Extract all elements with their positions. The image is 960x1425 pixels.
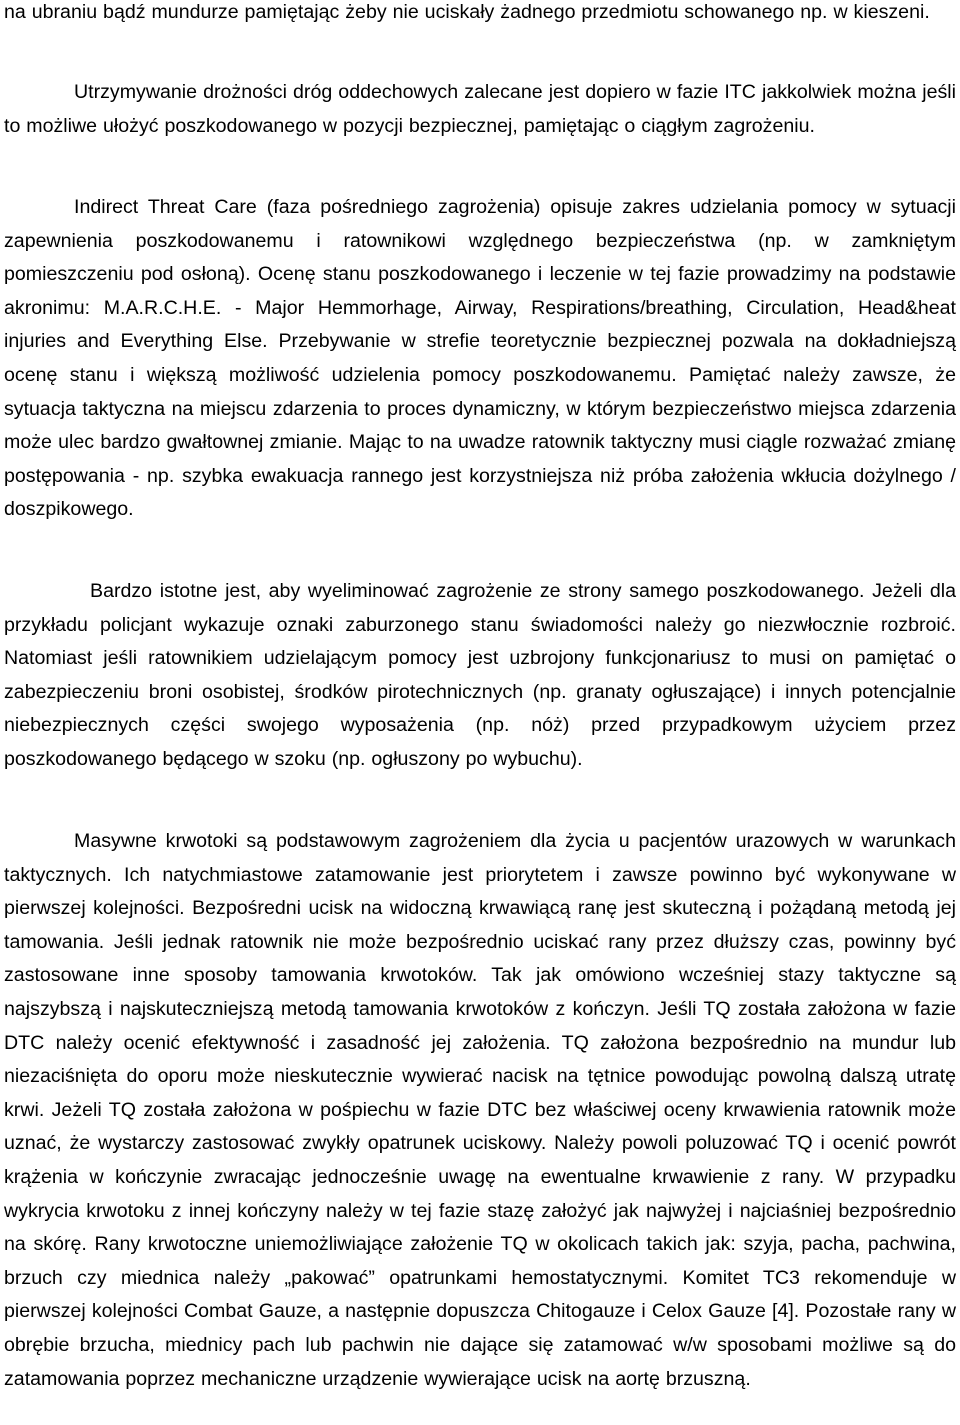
paragraph-massive-hemorrhage xyxy=(4,825,956,1396)
paragraph-indirect-threat-care xyxy=(4,191,956,527)
paragraph-casualty-threat-text: Bardzo istotne jest, aby wyeliminować zagrożenie ze strony samego poszkodowanego. Jeżeli dla przykładu policjant wykazuje oznaki zaburzonego stanu świadomości należy go niezwłocznie rozbroić. Natomiast jeśli ratownikiem udzielającym pomocy jest uzbrojony funkcjonariusz to musi on pamiętać o zabezpieczeniu broni osobistej, środków pirotechnicznych (np. granaty ogłuszające) i innych potencjalnie niebezpiecznych części swojego wyposażenia (np. nóż) przed przypadkowym użyciem przez poszkodowanego będącego w szoku (np. ogłuszony po wybuchu). xyxy=(4,580,956,770)
paragraph-continuation: na ubraniu bądź mundurze pamiętając żeby nie uciskały żadnego przedmiotu schowanego np. w kieszeni. xyxy=(4,1,930,23)
paragraph-indirect-threat-care-text: Indirect Threat Care (faza pośredniego zagrożenia) opisuje zakres udzielania pomocy w sytuacji zapewnienia poszkodowanemu i ratownikowi względnego bezpieczeństwa (np. w zamkniętym pomieszczeniu pod osłoną). Ocenę stanu poszkodowanego i leczenie w tej fazie prowadzimy na podstawie akronimu: M.A.R.C.H.E. - Major Hemmorhage, Airway, Respirations/breathing, Circulation, Head&heat injuries and Everything Else. Przebywanie w strefie teoretycznie bezpiecznej pozwala na dokładniejszą ocenę stanu i większą możliwość udzielenia pomocy poszkodowanemu. Pamiętać należy zawsze, że sytuacja taktyczna na miejscu zdarzenia to proces dynamiczny, w którym bezpieczeństwo miejsca zdarzenia może ulec bardzo gwałtownej zmianie. Mając to na uwadze ratownik taktyczny musi ciągle rozważać zmianę postępowania - np. szybka ewakuacja rannego jest korzystniejsza niż próba założenia wkłucia dożylnego / doszpikowego. xyxy=(4,196,956,521)
paragraph-airway-text: Utrzymywanie drożności dróg oddechowych zalecane jest dopiero w fazie ITC jakkolwiek można jeśli to możliwe ułożyć poszkodowanego w pozycji bezpiecznej, pamiętając o ciągłym zagrożeniu. xyxy=(4,81,956,137)
paragraph-massive-hemorrhage-text: Masywne krwotoki są podstawowym zagrożeniem dla życia u pacjentów urazowych w warunkach taktycznych. Ich natychmiastowe zatamowanie jest priorytetem i zawsze powinno być wykonywane w pierwszej kolejności. Bezpośredni ucisk na widoczną krwawiącą ranę jest skuteczną i pożądaną metodą jej tamowania. Jeśli jednak ratownik nie może bezpośrednio uciskać rany przez dłuższy czas, powinny być zastosowane inne sposoby tamowania krwotoków. Tak jak omówiono wcześniej stazy taktyczne są najszybszą i najskuteczniejszą metodą tamowania krwotoków z kończyn. Jeśli TQ została założona w fazie DTC należy ocenić efektywność i zasadność jej założenia. TQ założona bezpośrednio na mundur lub niezaciśnięta do oporu może nieskutecznie wywierać nacisk na tętnice powodując powolną dalszą utratę krwi. Jeżeli TQ została założona w pośpiechu w fazie DTC bez właściwej oceny krwawienia ratownik może uznać, że wystarczy zastosować zwykły opatrunek uciskowy. Należy powoli poluzować TQ i ocenić powrót krążenia w kończynie zwracając jednocześnie uwagę na ewentualne krwawienie z rany. W przypadku wykrycia krwotoku z innej kończyny należy w tej fazie stazę założyć jak najwyżej i najciaśniej bezpośrednio na skórę. Rany krwotoczne uniemożliwiające założenie TQ w okolicach takich jak: szyja, pacha, pachwina, brzuch czy miednica należy „pakować” opatrunkami hemostatycznymi. Komitet TC3 rekomenduje w pierwszej kolejności Combat Gauze, a następnie dopuszcza Chitogauze i Celox Gauze [4]. Pozostałe rany w obrębie brzucha, miednicy pach lub pachwin nie dające się zatamować w/w sposobami możliwe są do zatamowania poprzez mechaniczne urządzenie wywierające ucisk na aortę brzuszną. xyxy=(4,830,956,1390)
paragraph-casualty-threat xyxy=(4,575,956,777)
paragraph-airway xyxy=(4,76,956,143)
